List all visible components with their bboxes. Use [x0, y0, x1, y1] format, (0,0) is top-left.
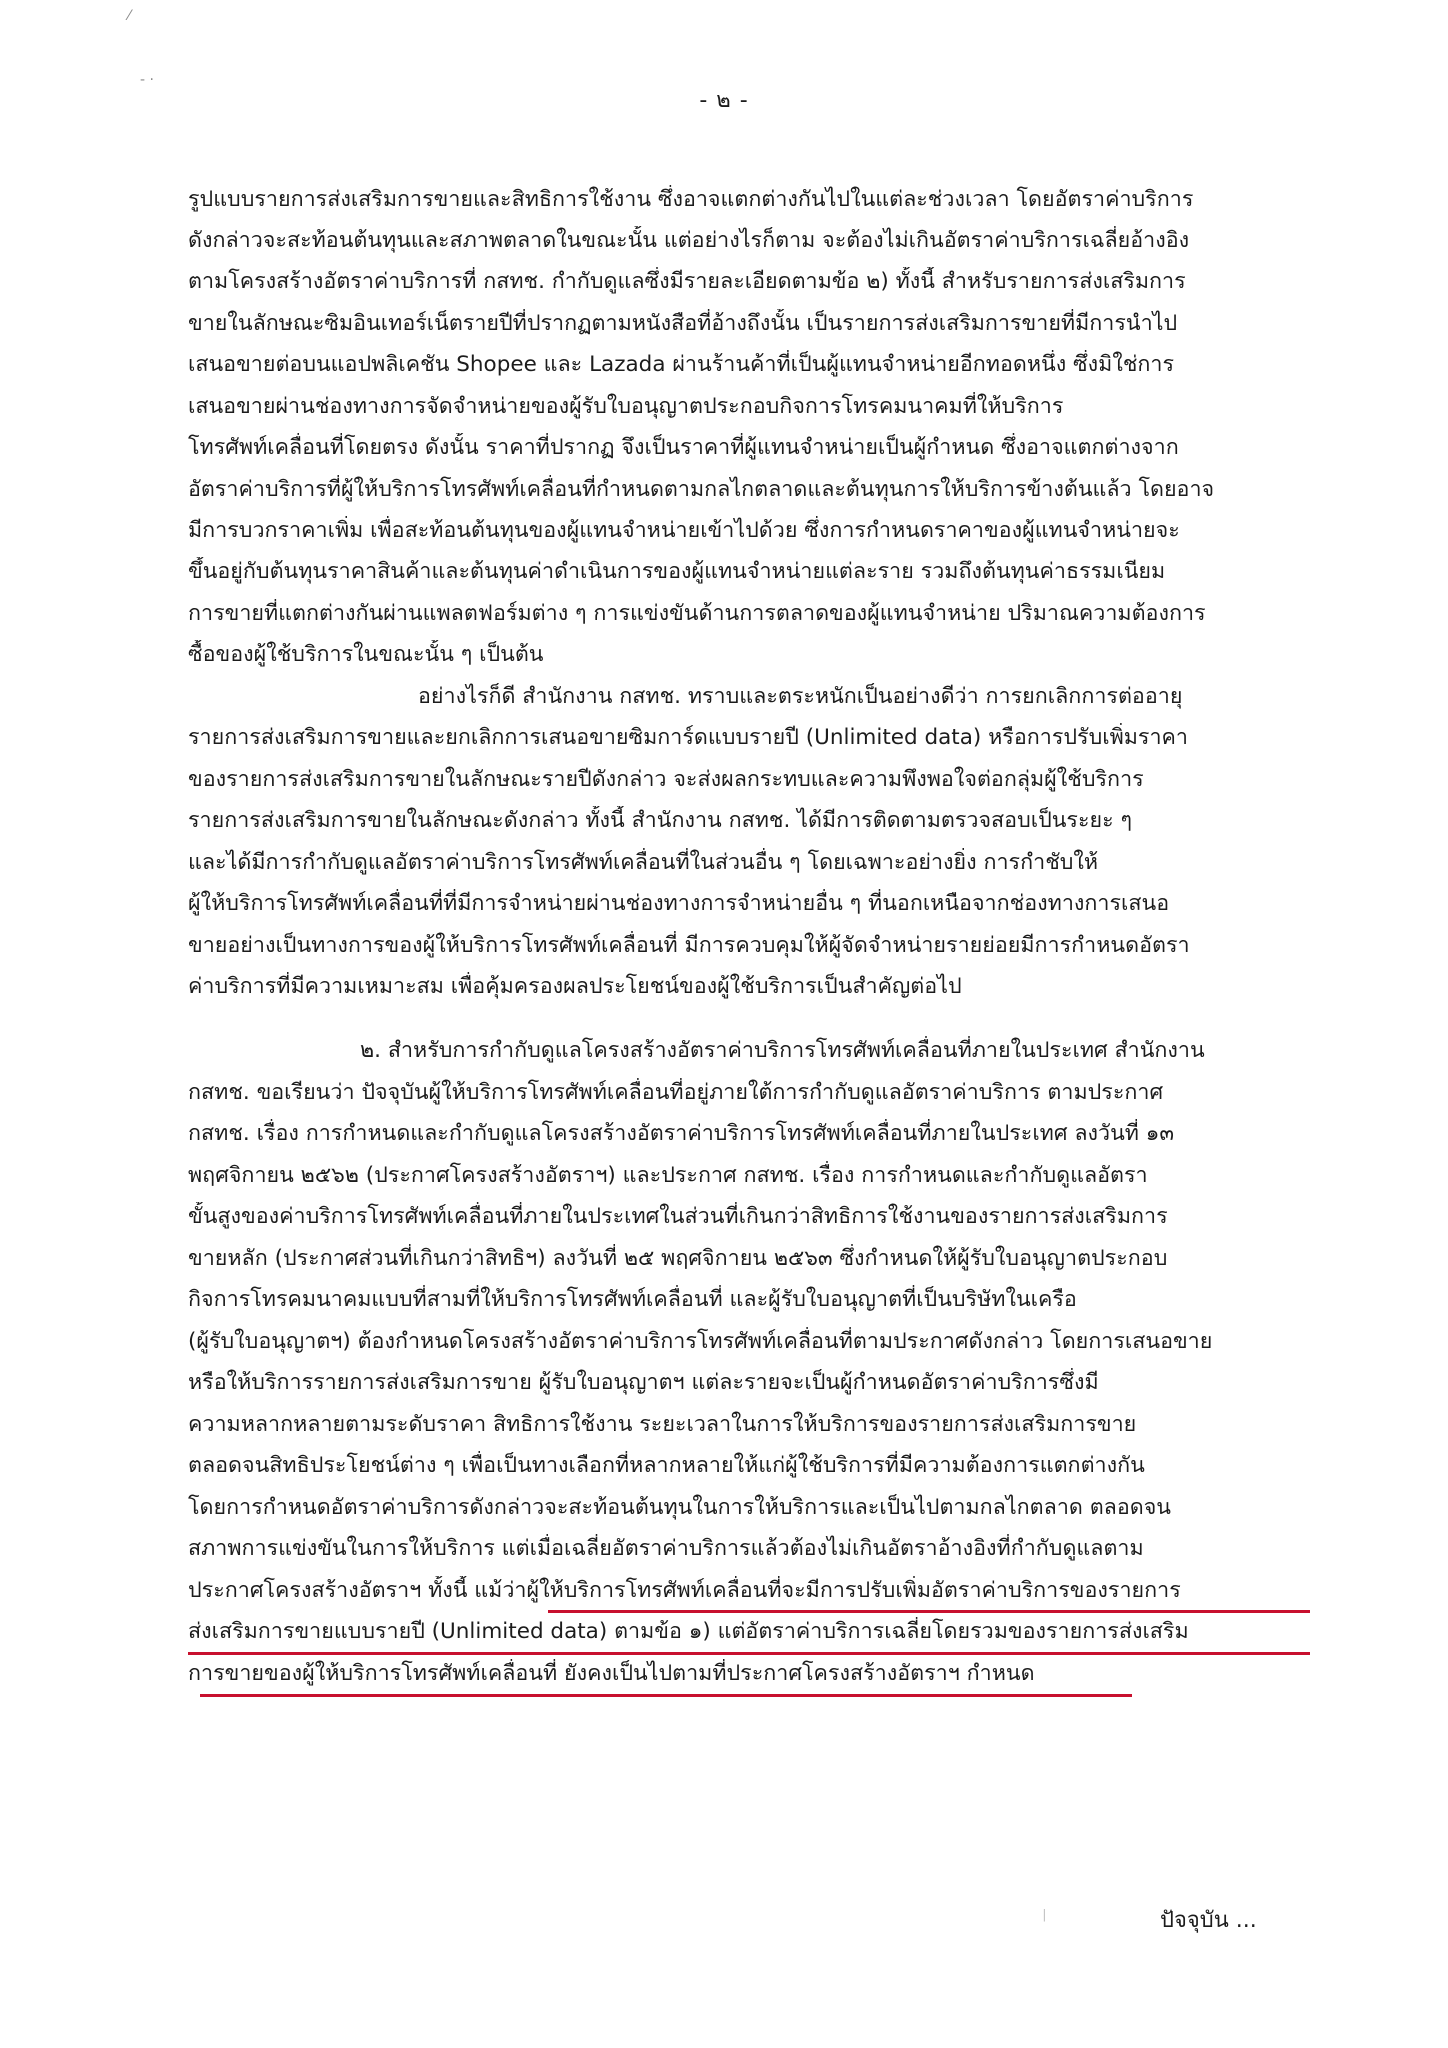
text-line: ตลอดจนสิทธิประโยชน์ต่าง ๆ เพื่อเป็นทางเลือกที่หลากหลายให้แก่ผู้ใช้บริการที่มีความต้องการแตกต่างกัน — [188, 1453, 1145, 1478]
text-line: อัตราค่าบริการที่ผู้ให้บริการโทรศัพท์เคลื่อนที่กำหนดตามกลไกตลาดและต้นทุนการให้บริการข้างต้นแล้ว โดยอาจ — [188, 477, 1215, 502]
text-line: โทรศัพท์เคลื่อนที่โดยตรง ดังนั้น ราคาที่ปรากฏ จึงเป็นราคาที่ผู้แทนจำหน่ายเป็นผู้กำหนด ซึ่งอาจแตกต่างจาก — [188, 435, 1179, 460]
text-line: ขายหลัก (ประกาศส่วนที่เกินกว่าสิทธิฯ) ลงวันที่ ๒๕ พฤศจิกายน ๒๕๖๓ ซึ่งกำหนดให้ผู้รับใบอนุญาตประกอบ — [188, 1246, 1168, 1271]
text-line: ค่าบริการที่มีความเหมาะสม เพื่อคุ้มครองผลประโยชน์ของผู้ใช้บริการเป็นสำคัญต่อไป — [188, 974, 962, 999]
text-line: มีการบวกราคาเพิ่ม เพื่อสะท้อนต้นทุนของผู้แทนจำหน่ายเข้าไปด้วย ซึ่งการกำหนดราคาของผู้แทนจำหน่ายจะ — [188, 518, 1180, 543]
text-line: อย่างไรก็ดี สำนักงาน กสทช. ทราบและตระหนักเป็นอย่างดีว่า การยกเลิกการต่ออายุ — [418, 684, 1183, 709]
highlight-underline — [200, 1694, 1132, 1697]
text-line: ตามโครงสร้างอัตราค่าบริการที่ กสทช. กำกับดูแลซึ่งมีรายละเอียดตามข้อ ๒) ทั้งนี้ สำหรับรายการส่งเสริมการ — [188, 269, 1186, 294]
text-line: กสทช. เรื่อง การกำหนดและกำกับดูแลโครงสร้างอัตราค่าบริการโทรศัพท์เคลื่อนที่ภายในประเทศ ลงวันที่ ๑๓ — [188, 1121, 1175, 1146]
text-line: เสนอขายต่อบนแอปพลิเคชัน Shopee และ Lazada ผ่านร้านค้าที่เป็นผู้แทนจำหน่ายอีกทอดหนึ่ง ซึ่งมิใช่การ — [188, 352, 1175, 377]
text-line: และได้มีการกำกับดูแลอัตราค่าบริการโทรศัพท์เคลื่อนที่ในส่วนอื่น ๆ โดยเฉพาะอย่างยิ่ง การกำชับให้ — [188, 850, 1099, 875]
text-line: กสทช. ขอเรียนว่า ปัจจุบันผู้ให้บริการโทรศัพท์เคลื่อนที่อยู่ภายใต้การกำกับดูแลอัตราค่าบริการ ตามประกาศ — [188, 1080, 1164, 1105]
highlight-underline — [188, 1652, 1310, 1655]
scan-mark: ᛁ — [1040, 1908, 1049, 1924]
text-line: รายการส่งเสริมการขายและยกเลิกการเสนอขายซิมการ์ดแบบรายปี (Unlimited data) หรือการปรับเพิ่มราคา — [188, 725, 1189, 750]
page-number: - ๒ - — [699, 88, 749, 113]
text-line: ของรายการส่งเสริมการขายในลักษณะรายปีดังกล่าว จะส่งผลกระทบและความพึงพอใจต่อกลุ่มผู้ใช้บริการ — [188, 767, 1144, 792]
text-line: (ผู้รับใบอนุญาตฯ) ต้องกำหนดโครงสร้างอัตราค่าบริการโทรศัพท์เคลื่อนที่ตามประกาศดังกล่าว โดยการเสนอขาย — [188, 1329, 1213, 1354]
text-line: ซื้อของผู้ใช้บริการในขณะนั้น ๆ เป็นต้น — [188, 642, 544, 667]
text-line: ผู้ให้บริการโทรศัพท์เคลื่อนที่ที่มีการจำหน่ายผ่านช่องทางการจำหน่ายอื่น ๆ ที่นอกเหนือจากช่องทางการเสนอ — [188, 891, 1170, 916]
text-line: ขั้นสูงของค่าบริการโทรศัพท์เคลื่อนที่ภายในประเทศในส่วนที่เกินกว่าสิทธิการใช้งานของรายการส่งเสริมการ — [188, 1204, 1168, 1229]
text-line: ๒. สำหรับการกำกับดูแลโครงสร้างอัตราค่าบริการโทรศัพท์เคลื่อนที่ภายในประเทศ สำนักงาน — [360, 1038, 1205, 1063]
text-line: ขึ้นอยู่กับต้นทุนราคาสินค้าและต้นทุนค่าดำเนินการของผู้แทนจำหน่ายแต่ละราย รวมถึงต้นทุนค่าธรรมเนียม — [188, 559, 1166, 584]
scan-mark: ‑ · — [140, 72, 154, 88]
text-line: สภาพการแข่งขันในการให้บริการ แต่เมื่อเฉลี่ยอัตราค่าบริการแล้วต้องไม่เกินอัตราอ้างอิงที่กำกับดูแลตาม — [188, 1536, 1144, 1561]
text-line: โดยการกำหนดอัตราค่าบริการดังกล่าวจะสะท้อนต้นทุนในการให้บริการและเป็นไปตามกลไกตลาด ตลอดจน — [188, 1495, 1171, 1520]
text-line: ส่งเสริมการขายแบบรายปี (Unlimited data) ตามข้อ ๑) แต่อัตราค่าบริการเฉลี่ยโดยรวมของรายการส่งเสริม — [188, 1619, 1189, 1644]
text-line: ขายในลักษณะซิมอินเทอร์เน็ตรายปีที่ปรากฏตามหนังสือที่อ้างถึงนั้น เป็นรายการส่งเสริมการขายที่มีการนำไป — [188, 311, 1178, 336]
highlight-underline — [548, 1610, 1310, 1613]
text-line: ขายอย่างเป็นทางการของผู้ให้บริการโทรศัพท์เคลื่อนที่ มีการควบคุมให้ผู้จัดจำหน่ายรายย่อยมีการกำหนดอัตรา — [188, 933, 1190, 958]
text-line: รายการส่งเสริมการขายในลักษณะดังกล่าว ทั้งนี้ สำนักงาน กสทช. ได้มีการติดตามตรวจสอบเป็นระยะ ๆ — [188, 808, 1133, 833]
continuation-text: ปัจจุบัน ... — [1160, 1908, 1257, 1933]
scan-mark: ⁄ — [128, 8, 131, 24]
text-line: กิจการโทรคมนาคมแบบที่สามที่ให้บริการโทรศัพท์เคลื่อนที่ และผู้รับใบอนุญาตที่เป็นบริษัทในเครือ — [188, 1287, 1077, 1312]
text-line: การขายที่แตกต่างกันผ่านแพลตฟอร์มต่าง ๆ การแข่งขันด้านการตลาดของผู้แทนจำหน่าย ปริมาณความต้องการ — [188, 601, 1206, 626]
text-line: หรือให้บริการรายการส่งเสริมการขาย ผู้รับใบอนุญาตฯ แต่ละรายจะเป็นผู้กำหนดอัตราค่าบริการซึ่งมี — [188, 1370, 1099, 1395]
text-line: รูปแบบรายการส่งเสริมการขายและสิทธิการใช้งาน ซึ่งอาจแตกต่างกันไปในแต่ละช่วงเวลา โดยอัตราค่าบริการ — [188, 187, 1194, 212]
text-line: ดังกล่าวจะสะท้อนต้นทุนและสภาพตลาดในขณะนั้น แต่อย่างไรก็ตาม จะต้องไม่เกินอัตราค่าบริการเฉลี่ยอ้างอิง — [188, 228, 1190, 253]
text-line: เสนอขายผ่านช่องทางการจัดจำหน่ายของผู้รับใบอนุญาตประกอบกิจการโทรคมนาคมที่ให้บริการ — [188, 394, 1064, 419]
text-line: ความหลากหลายตามระดับราคา สิทธิการใช้งาน ระยะเวลาในการให้บริการของรายการส่งเสริมการขาย — [188, 1412, 1137, 1437]
text-line: การขายของผู้ให้บริการโทรศัพท์เคลื่อนที่ ยังคงเป็นไปตามที่ประกาศโครงสร้างอัตราฯ กำหนด — [188, 1661, 1035, 1686]
text-line: ประกาศโครงสร้างอัตราฯ ทั้งนี้ แม้ว่าผู้ให้บริการโทรศัพท์เคลื่อนที่จะมีการปรับเพิ่มอัตราค่าบริการของรายการ — [188, 1578, 1181, 1603]
text-line: พฤศจิกายน ๒๕๖๒ (ประกาศโครงสร้างอัตราฯ) และประกาศ กสทช. เรื่อง การกำหนดและกำกับดูแลอัตรา — [188, 1163, 1148, 1188]
